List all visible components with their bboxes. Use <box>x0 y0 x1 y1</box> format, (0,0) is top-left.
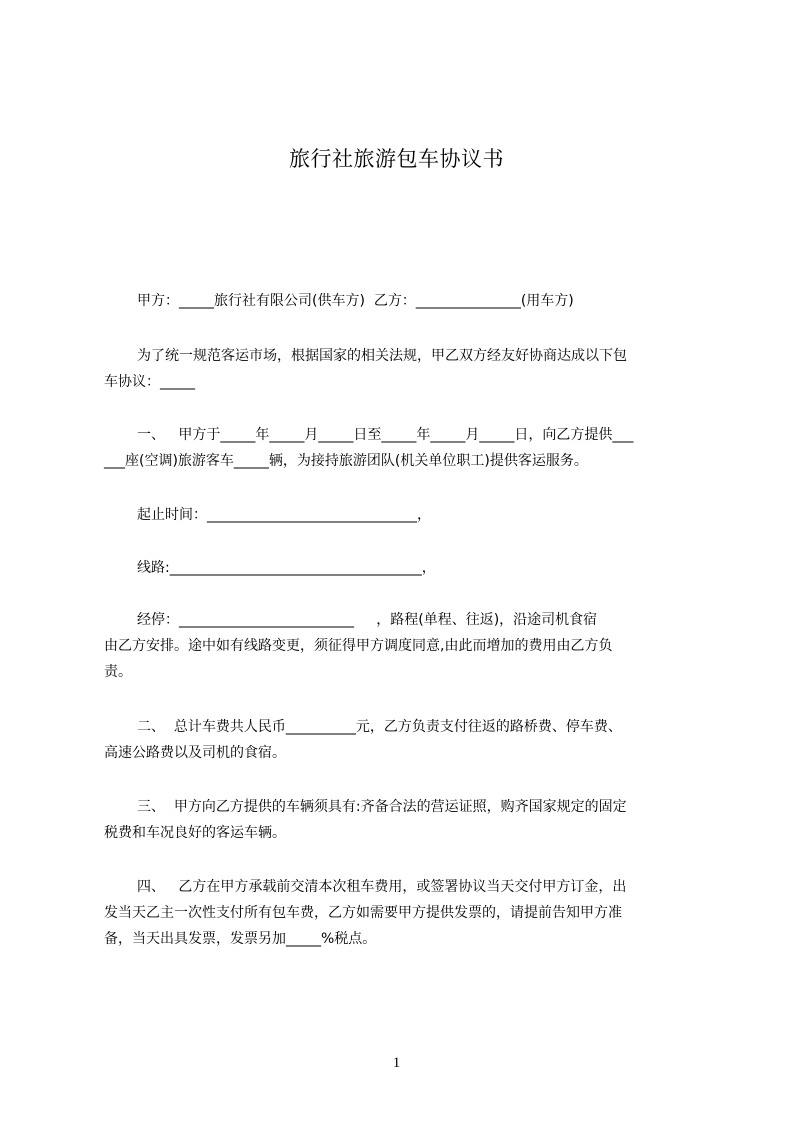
stops-line-2: 由乙方安排。途中如有线路变更，须征得甲方调度同意,由此而增加的费用由乙方负 <box>104 638 613 654</box>
parties-line: 甲方：_____旅行社有限公司(供车方) 乙方：_______________(用车方) <box>137 293 574 309</box>
stops-line-3: 责。 <box>104 664 132 680</box>
clause2-line-1: 二、 总计车费共人民币__________元，乙方负责支付往返的路桥费、停车费、 <box>137 719 622 735</box>
clause3-line-1: 三、 甲方向乙方提供的车辆须具有:齐备合法的营运证照，购齐国家规定的固定 <box>137 799 627 815</box>
intro-line-2: 车协议：_____ <box>104 374 195 390</box>
clause3-line-2: 税费和车况良好的客运车辆。 <box>104 825 286 841</box>
intro-line-1: 为了统一规范客运市场，根据国家的相关法规，甲乙双方经友好协商达成以下包 <box>137 348 627 364</box>
clause4-line-3: 备，当天出具发票，发票另加_____%税点。 <box>104 931 377 947</box>
clause1-line-1: 一、 甲方于_____年_____月_____日至_____年_____月_____日，向乙方提供___ <box>137 427 634 443</box>
route-line: 线路:____________________________________， <box>137 560 436 576</box>
page-number: 1 <box>392 1055 401 1071</box>
clause4-line-1: 四、 乙方在甲方承载前交清本次租车费用，或签署协议当天交付甲方订金，出 <box>137 879 627 895</box>
document-title: 旅行社旅游包车协议书 <box>289 147 504 171</box>
clause2-line-2: 高速公路费以及司机的食宿。 <box>104 745 286 761</box>
time-range-line: 起止时间：______________________________， <box>137 507 431 523</box>
stops-line-1: 经停：_________________________ ，路程(单程、往返)，沿途司机食宿 <box>137 612 598 628</box>
clause1-line-2: ___座(空调)旅游客车_____辆，为接持旅游团队(机关单位职工)提供客运服务。 <box>104 453 588 469</box>
clause4-line-2: 发当天乙主一次性支付所有包车费，乙方如需要甲方提供发票的，请提前告知甲方准 <box>104 905 622 921</box>
